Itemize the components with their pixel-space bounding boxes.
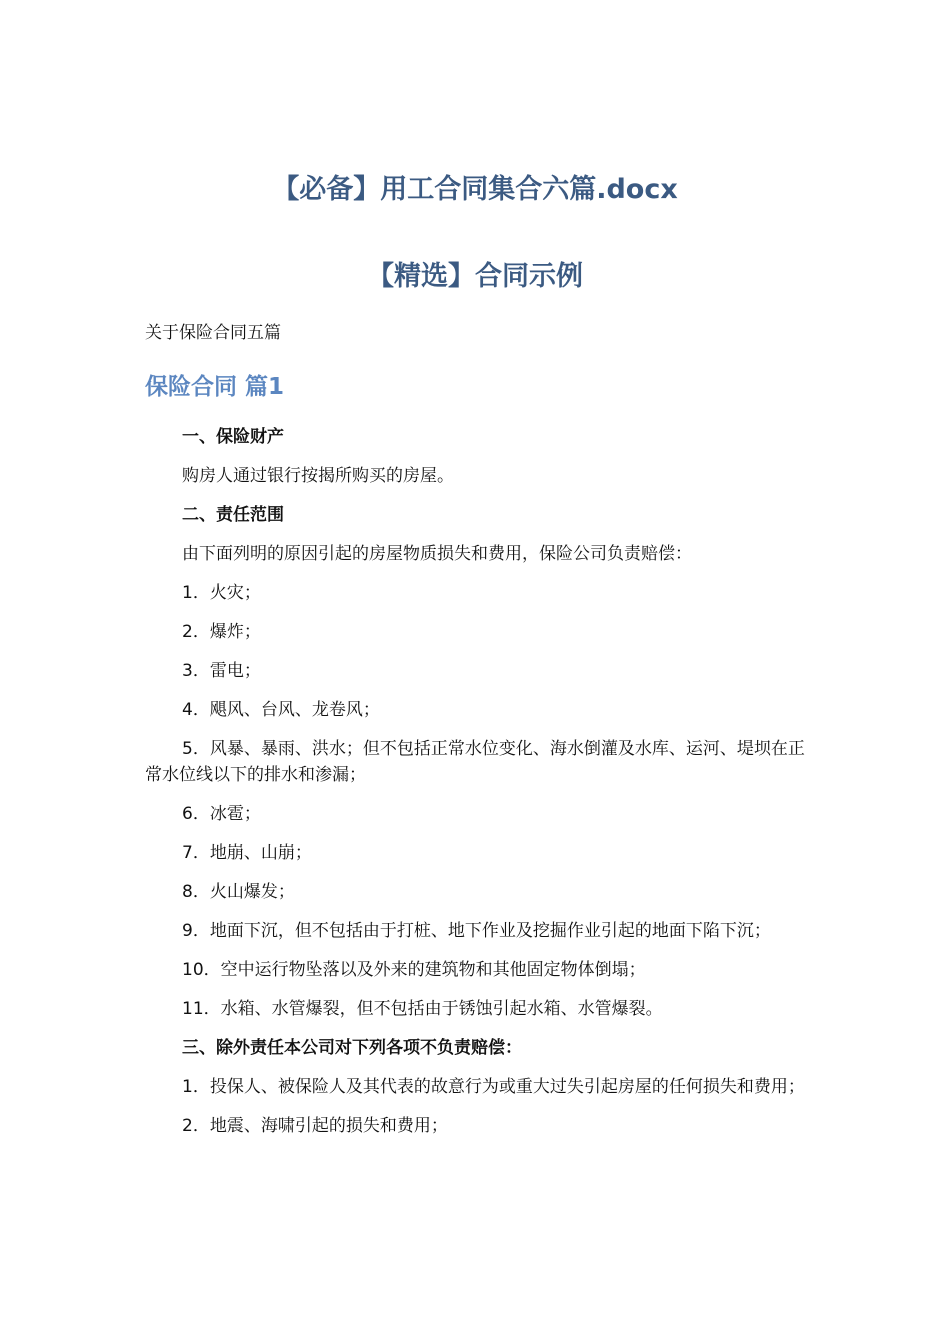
paragraph: 由下面列明的原因引起的房屋物质损失和费用，保险公司负责赔偿： <box>182 544 692 564</box>
section-heading: 保险合同 篇1 <box>145 374 285 400</box>
paragraph: 2．地震、海啸引起的损失和费用； <box>182 1116 448 1136</box>
paragraph: 二、责任范围 <box>182 505 284 525</box>
paragraph: 购房人通过银行按揭所购买的房屋。 <box>182 466 454 486</box>
paragraph: 1．投保人、被保险人及其代表的故意行为或重大过失引起房屋的任何损失和费用； <box>182 1077 805 1097</box>
paragraph: 三、除外责任本公司对下列各项不负责赔偿： <box>182 1038 522 1058</box>
paragraph: 9．地面下沉，但不包括由于打桩、地下作业及挖掘作业引起的地面下陷下沉； <box>182 921 771 941</box>
paragraph: 10．空中运行物坠落以及外来的建筑物和其他固定物体倒塌； <box>182 960 646 980</box>
document-body <box>145 424 810 1152</box>
paragraph: 1．火灾； <box>182 583 261 603</box>
intro-text: 关于保险合同五篇 <box>145 323 281 343</box>
paragraph: 一、保险财产 <box>182 427 284 447</box>
paragraph: 3．雷电； <box>182 661 261 681</box>
document-title: 【必备】用工合同集合六篇.docx <box>272 174 678 205</box>
paragraph: 4．飓风、台风、龙卷风； <box>182 700 380 720</box>
paragraph: 8．火山爆发； <box>182 882 295 902</box>
paragraph: 11．水箱、水管爆裂，但不包括由于锈蚀引起水箱、水管爆裂。 <box>182 999 663 1019</box>
paragraph: 7．地崩、山崩； <box>182 843 312 863</box>
paragraph: 6．冰雹； <box>182 804 261 824</box>
paragraph: 5．风暴、暴雨、洪水；但不包括正常水位变化、海水倒灌及水库、运河、堤坝在正常水位线以下的排水和渗漏； <box>145 739 805 785</box>
document-subtitle: 【精选】合同示例 <box>367 261 583 292</box>
paragraph: 2．爆炸； <box>182 622 261 642</box>
